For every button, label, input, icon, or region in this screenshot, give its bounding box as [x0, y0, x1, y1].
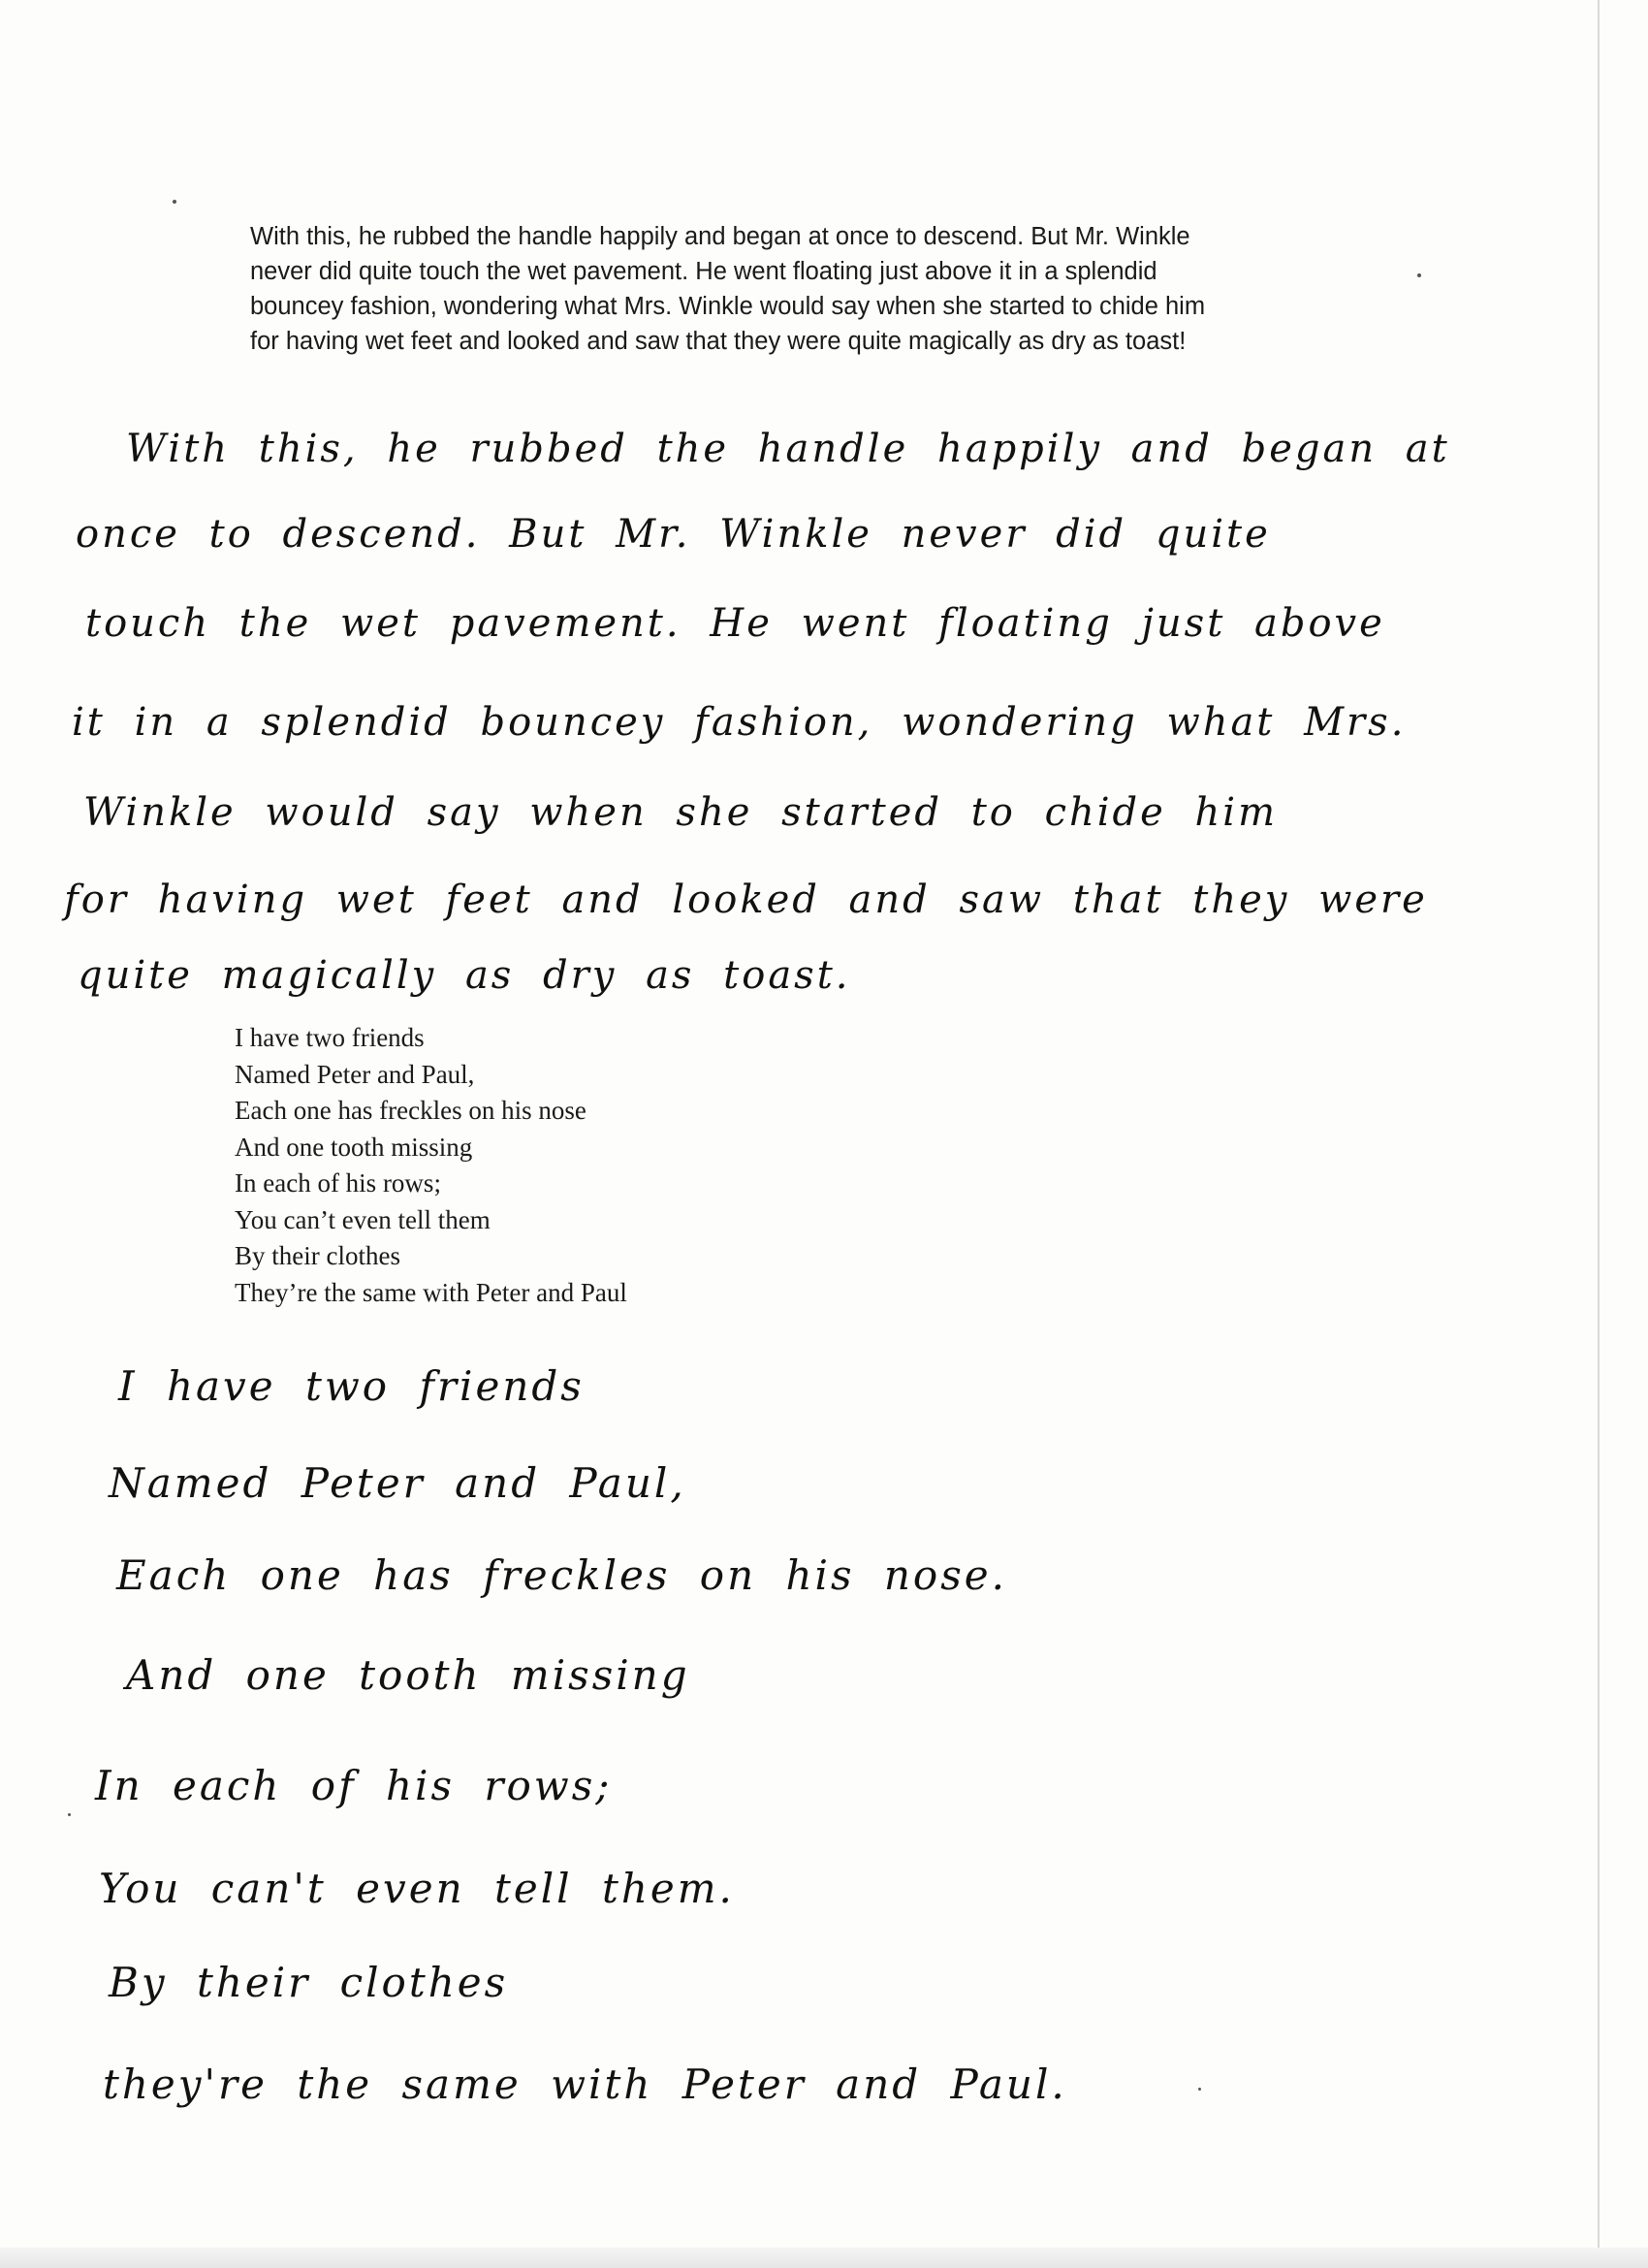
printed-poem-line: In each of his rows; [235, 1168, 441, 1198]
handwritten-paragraph-line: for having wet feet and looked and saw that they were [64, 878, 1428, 922]
handwritten-poem-line: I have two friends [118, 1362, 585, 1410]
printed-poem-line: You can’t even tell them [235, 1204, 491, 1234]
handwritten-poem-line: By their clothes [109, 1959, 509, 2006]
handwritten-poem-line: they're the same with Peter and Paul. [103, 2060, 1067, 2108]
handwritten-poem-line: Named Peter and Paul, [109, 1459, 686, 1507]
printed-paragraph [250, 219, 1442, 359]
scan-speck [173, 200, 176, 204]
printed-paragraph-line: With this, he rubbed the handle happily and began at once to descend. But Mr. Winkle [250, 223, 1190, 250]
handwritten-paragraph-line: With this, he rubbed the handle happily and began at [126, 427, 1450, 471]
handwritten-paragraph-line: once to descend. But Mr. Winkle never did quite [76, 512, 1271, 557]
printed-poem-line: By their clothes [235, 1241, 400, 1270]
printed-paragraph-line: bouncey fashion, wondering what Mrs. Winkle would say when she started to chide him [250, 293, 1206, 320]
printed-poem-line: I have two friends [235, 1023, 425, 1052]
handwritten-poem-line: Each one has freckles on his nose. [116, 1551, 1007, 1599]
handwritten-poem-line: You can't even tell them. [99, 1865, 735, 1912]
handwritten-paragraph-line: touch the wet pavement. He went floating just above [85, 601, 1385, 646]
scan-speck [1198, 2088, 1201, 2091]
handwritten-paragraph-line: quite magically as dry as toast. [78, 953, 851, 998]
handwritten-paragraph-line: Winkle would say when she started to chide him [83, 790, 1279, 835]
printed-poem-line: Named Peter and Paul, [235, 1059, 475, 1089]
page-bottom-shadow [0, 2248, 1648, 2268]
printed-poem-line: And one tooth missing [235, 1132, 473, 1162]
printed-paragraph-line: never did quite touch the wet pavement. He went floating just above it in a splendid [250, 258, 1157, 285]
page-edge-shadow [1598, 0, 1600, 2268]
printed-poem [235, 1020, 627, 1311]
handwritten-paragraph-line: it in a splendid bouncey fashion, wondering what Mrs. [72, 700, 1407, 745]
printed-poem-line: They’re the same with Peter and Paul [235, 1277, 627, 1307]
printed-paragraph-line: for having wet feet and looked and saw that they were quite magically as dry as toast! [250, 328, 1187, 355]
handwritten-poem-line: In each of his rows; [95, 1762, 613, 1809]
handwritten-poem-line: And one tooth missing [126, 1651, 690, 1699]
scan-speck [68, 1813, 71, 1816]
printed-poem-line: Each one has freckles on his nose [235, 1096, 586, 1125]
